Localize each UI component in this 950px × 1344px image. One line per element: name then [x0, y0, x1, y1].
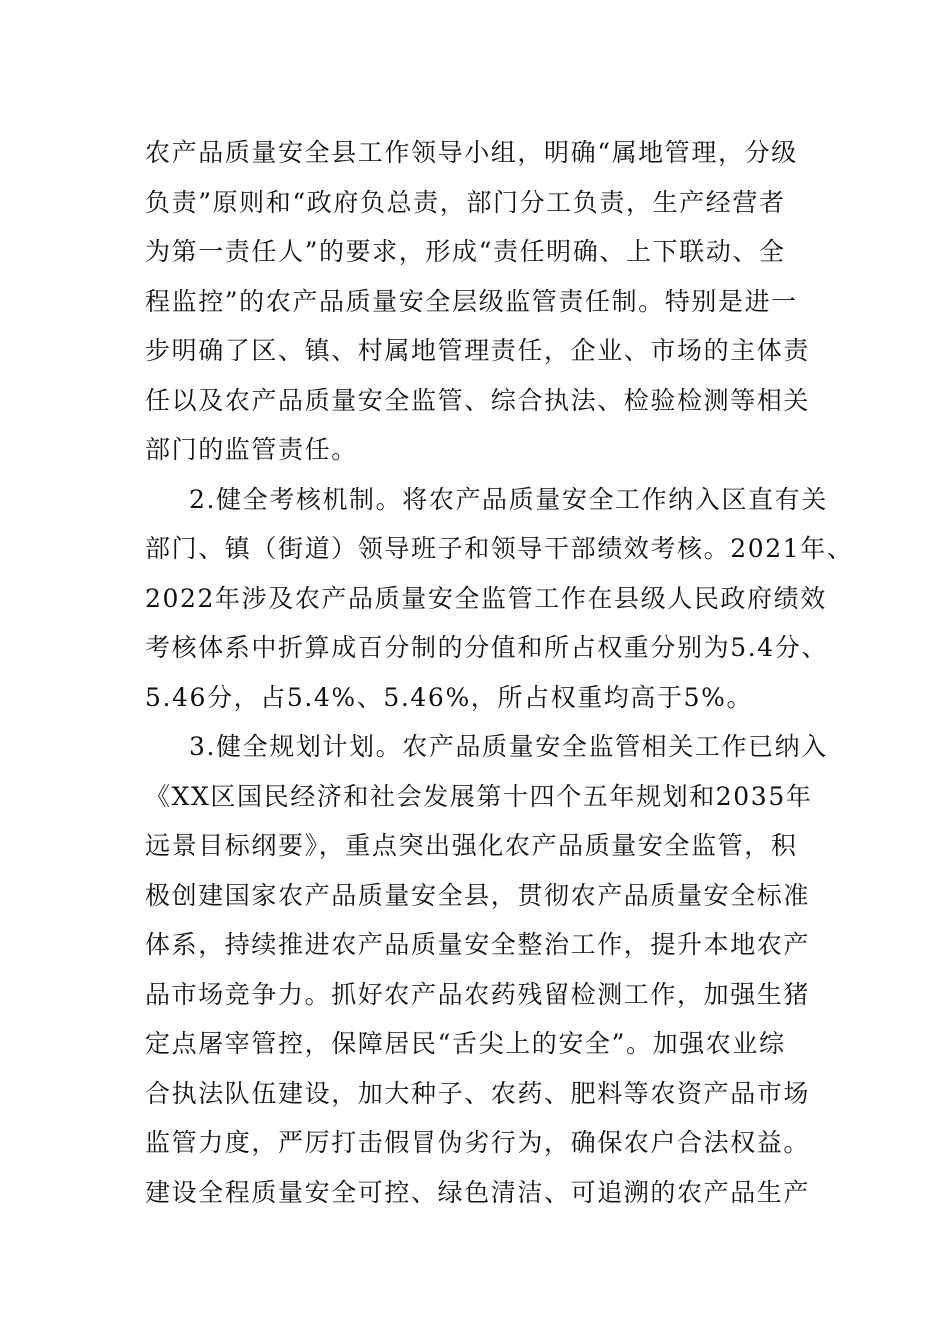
text-line: 程监控”的农产品质量安全层级监管责任制。特别是进一 [145, 286, 798, 316]
text-line: 2022年涉及农产品质量安全监管工作在县级人民政府绩效 [145, 583, 827, 613]
text-line: 5.46分，占5.4%、5.46%，所占权重均高于5%。 [145, 682, 754, 712]
text-line: 体系，持续推进农产品质量安全整治工作，提升本地农产 [145, 930, 811, 959]
text-line: 农产品质量安全县工作领导小组，明确“属地管理，分级 [145, 138, 798, 167]
text-line: 部门、镇（街道）领导班子和领导干部绩效考核。2021年、 [145, 534, 854, 563]
text-line-first: 2.健全考核机制。将农产品质量安全工作纳入区直有关 [189, 484, 828, 514]
text-line-first: 3.健全规划计划。农产品质量安全监管相关工作已纳入 [189, 732, 828, 761]
document-body [145, 128, 854, 1217]
text-line: 品市场竞争力。抓好农产品农药残留检测工作，加强生猪 [145, 979, 811, 1009]
text-line: 定点屠宰管控，保障居民“舌尖上的安全”。加强农业综 [145, 1029, 786, 1058]
text-line: 合执法队伍建设，加大种子、农药、肥料等农资产品市场 [145, 1078, 811, 1108]
text-line: 为第一责任人”的要求，形成“责任明确、上下联动、全 [145, 237, 786, 266]
text-line: 考核体系中折算成百分制的分值和所占权重分别为5.4分、 [145, 633, 828, 662]
text-line: 远景目标纲要》，重点突出强化农产品质量安全监管，积 [145, 831, 798, 860]
text-line: 建设全程质量安全可控、绿色清洁、可追溯的农产品生产 [145, 1177, 811, 1207]
text-line: 负责”原则和“政府负总责，部门分工负责，生产经营者 [145, 187, 786, 217]
text-line: 《XX区国民经济和社会发展第十四个五年规划和2035年 [145, 781, 813, 811]
text-line: 监管力度，严厉打击假冒伪劣行为，确保农户合法权益。 [145, 1128, 811, 1157]
text-line: 部门的监管责任。 [145, 435, 358, 464]
paragraph-planning [145, 722, 828, 1217]
text-line: 任以及农产品质量安全监管、综合执法、检验检测等相关 [145, 385, 811, 415]
text-line: 步明确了区、镇、村属地管理责任，企业、市场的主体责 [145, 336, 811, 365]
paragraph-assessment [145, 475, 854, 723]
text-line: 极创建国家农产品质量安全县，贯彻农产品质量安全标准 [145, 880, 811, 910]
paragraph-responsibility [145, 128, 815, 475]
